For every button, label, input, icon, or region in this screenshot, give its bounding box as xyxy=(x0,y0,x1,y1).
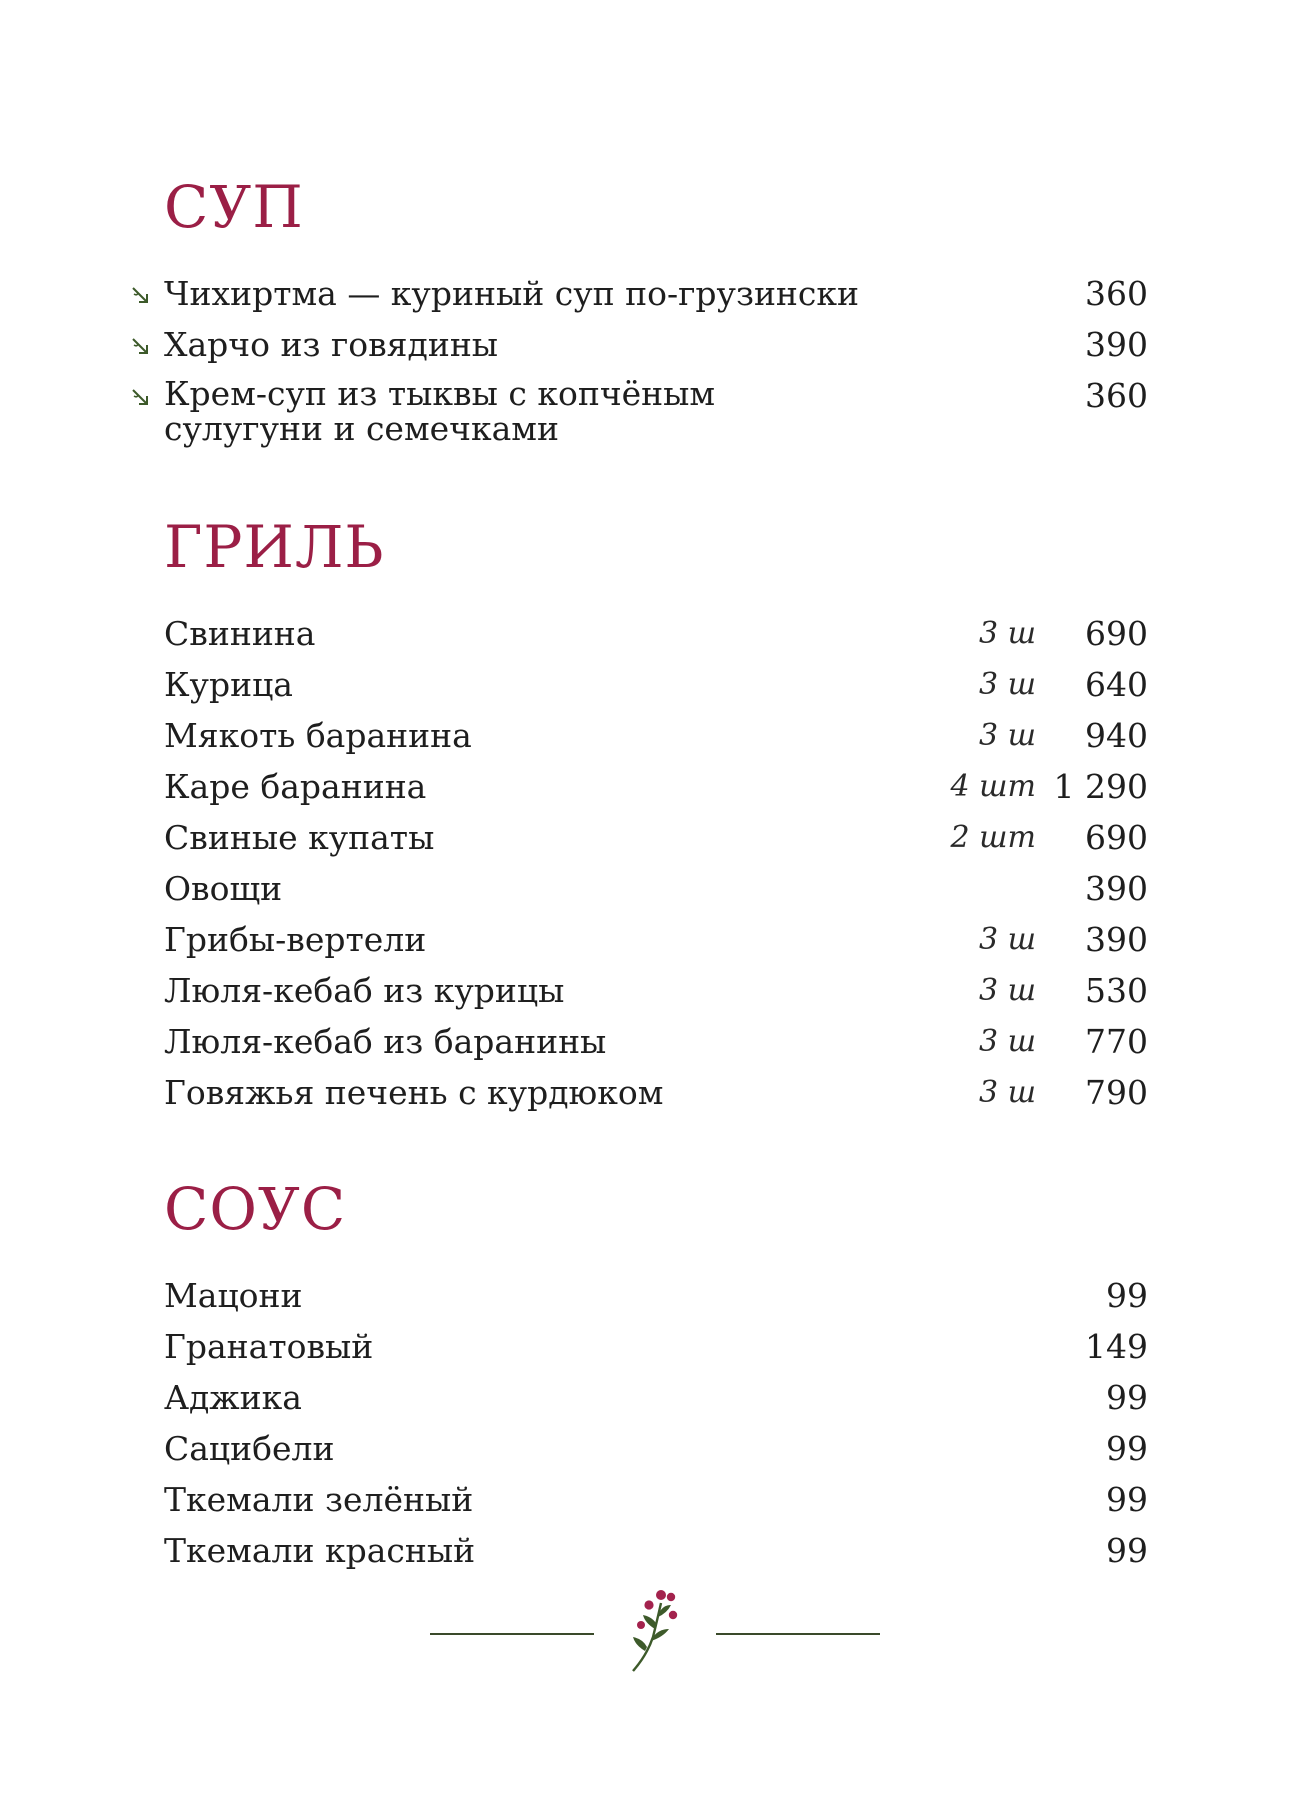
item-name: Люля-кебаб из курицы xyxy=(164,971,565,1010)
item-price: 530 xyxy=(1085,971,1148,1010)
item-price: 99 xyxy=(1106,1480,1148,1519)
item-price: 99 xyxy=(1106,1378,1148,1417)
menu-item xyxy=(164,716,1148,760)
item-price: 940 xyxy=(1085,716,1148,755)
item-quantity: 3 ш xyxy=(978,973,1036,1008)
item-name: Каре баранина xyxy=(164,767,427,806)
section-title-soup: СУП xyxy=(164,173,304,241)
menu-item xyxy=(164,274,1148,318)
item-name: Харчо из говядины xyxy=(164,325,499,364)
item-price: 99 xyxy=(1106,1429,1148,1468)
item-quantity: 4 шт xyxy=(950,769,1036,804)
menu-item xyxy=(164,1022,1148,1066)
item-name: Курица xyxy=(164,665,293,704)
item-price: 99 xyxy=(1106,1276,1148,1315)
item-name: Чихиртма — куриный суп по-грузински xyxy=(164,274,860,313)
item-quantity: 3 ш xyxy=(978,1024,1036,1059)
menu-item xyxy=(164,869,1148,913)
menu-item xyxy=(164,614,1148,658)
item-price: 390 xyxy=(1085,869,1148,908)
leaf-arrow-icon xyxy=(128,384,154,410)
item-price: 690 xyxy=(1085,614,1148,653)
item-name: Люля-кебаб из баранины xyxy=(164,1022,607,1061)
menu-item xyxy=(164,1327,1148,1371)
menu-item xyxy=(164,1073,1148,1117)
menu-item xyxy=(164,1378,1148,1422)
item-price: 390 xyxy=(1085,325,1148,364)
section-title-sauce: СОУС xyxy=(164,1175,347,1243)
item-name: Ткемали красный xyxy=(164,1531,476,1570)
menu-item xyxy=(164,767,1148,811)
menu-item xyxy=(164,1531,1148,1575)
item-price: 360 xyxy=(1085,274,1148,313)
divider-right xyxy=(716,1633,880,1635)
leaf-arrow-icon xyxy=(128,282,154,308)
berry-sprig-icon xyxy=(625,1585,685,1675)
item-name: Мякоть баранина xyxy=(164,716,472,755)
item-price: 770 xyxy=(1085,1022,1148,1061)
item-price: 640 xyxy=(1085,665,1148,704)
item-price: 790 xyxy=(1085,1073,1148,1112)
item-price: 1 290 xyxy=(1053,767,1148,806)
menu-item xyxy=(164,1429,1148,1473)
item-quantity: 2 шт xyxy=(950,820,1036,855)
item-quantity: 3 ш xyxy=(978,922,1036,957)
item-name: Сацибели xyxy=(164,1429,335,1468)
menu-item xyxy=(164,325,1148,369)
item-name: Свинина xyxy=(164,614,316,653)
menu-item xyxy=(164,1480,1148,1524)
item-price: 149 xyxy=(1085,1327,1148,1366)
leaf-arrow-icon xyxy=(128,333,154,359)
item-name: Аджика xyxy=(164,1378,302,1417)
menu-item xyxy=(164,665,1148,709)
item-price: 390 xyxy=(1085,920,1148,959)
menu-item xyxy=(164,376,1148,456)
item-price: 99 xyxy=(1106,1531,1148,1570)
item-quantity: 3 ш xyxy=(978,718,1036,753)
item-name: Говяжья печень с курдюком xyxy=(164,1073,664,1112)
item-name: Свиные купаты xyxy=(164,818,435,857)
item-name: Овощи xyxy=(164,869,283,908)
divider-left xyxy=(430,1633,594,1635)
item-quantity: 3 ш xyxy=(978,667,1036,702)
menu-item xyxy=(164,818,1148,862)
item-name: Мацони xyxy=(164,1276,303,1315)
item-name: Крем-суп из тыквы с копчёным сулугуни и семечками xyxy=(164,374,716,448)
section-title-grill: ГРИЛЬ xyxy=(164,513,385,581)
footer-ornament xyxy=(0,1585,1310,1685)
menu-item xyxy=(164,920,1148,964)
item-quantity: 3 ш xyxy=(978,1075,1036,1110)
item-price: 690 xyxy=(1085,818,1148,857)
item-name: Гранатовый xyxy=(164,1327,374,1366)
menu-item xyxy=(164,971,1148,1015)
item-quantity: 3 ш xyxy=(978,616,1036,651)
item-name: Грибы-вертели xyxy=(164,920,427,959)
item-name: Ткемали зелёный xyxy=(164,1480,474,1519)
item-price: 360 xyxy=(1085,376,1148,415)
menu-item xyxy=(164,1276,1148,1320)
